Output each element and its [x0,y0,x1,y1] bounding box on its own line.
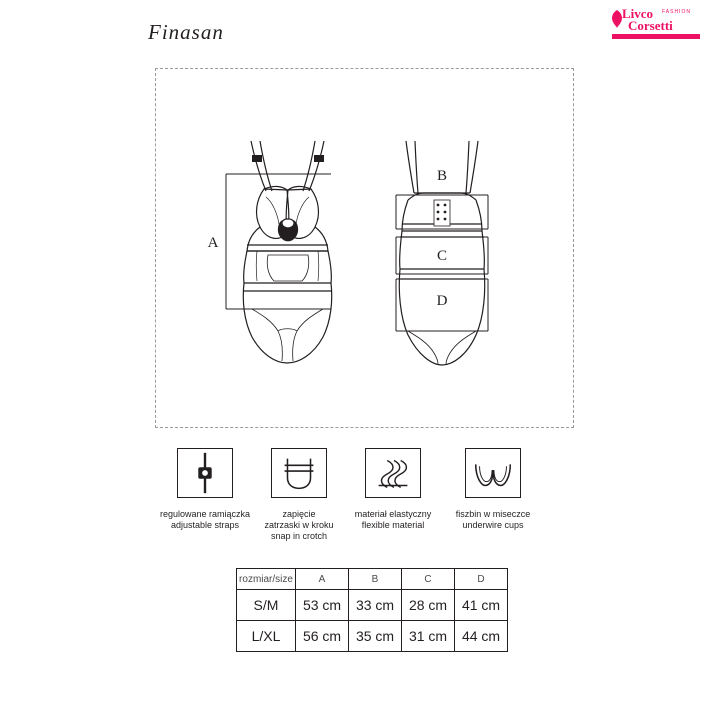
measure-letter-b [433,166,451,184]
table-header-row [237,569,508,590]
brand-name-line2: Corsetti [628,18,673,33]
feature-caption-line2: flexible material [361,520,425,530]
feature-list [150,448,590,558]
feature-caption [438,509,548,531]
header-cell-c: C [402,569,455,590]
cell-a: 56 cm [296,621,349,652]
icon-box [465,448,521,498]
cell-c: 28 cm [402,590,455,621]
cell-a: 53 cm [296,590,349,621]
icon-box [271,448,327,498]
feature-caption-line2: adjustable straps [170,520,240,530]
cell-c: 31 cm [402,621,455,652]
table-row [237,621,508,652]
measure-letter-c [433,246,451,264]
feature-caption-line2: underwire cups [462,520,524,530]
product-illustration [156,69,575,429]
svg-text:B: B [436,168,448,184]
feature-caption-line2: zatrzaski w kroku [264,520,334,530]
underwire-cups-icon [466,449,520,497]
feature-caption-line3: snap in crotch [270,531,328,541]
measure-letter-d [433,291,451,309]
feature-caption-line1: materiał elastyczny [354,509,432,519]
brand-name-sub: FASHION [662,9,691,15]
header-cell-a: A [296,569,349,590]
svg-text:D: D [436,293,448,309]
header-cell-b: B [349,569,402,590]
brand-mark-icon [610,9,624,29]
snap-crotch-icon [272,449,326,497]
header-cell-size: rozmiar/size [237,569,296,590]
cell-d: 41 cm [455,590,508,621]
brand-name-line1: Livco [622,6,654,21]
cell-b: 33 cm [349,590,402,621]
icon-box [177,448,233,498]
icon-box [365,448,421,498]
feature-caption-line1: fiszbin w miseczce [455,509,531,519]
cell-size: L/XL [237,621,296,652]
cell-b: 35 cm [349,621,402,652]
illustration-frame [155,68,574,428]
feature-underwire-cups [438,448,548,531]
feature-flexible-material [338,448,448,531]
brand-logo [610,8,702,42]
header-cell-d: D [455,569,508,590]
feature-caption-line1: regulowane ramiączka [159,509,251,519]
feature-caption [338,509,448,531]
flexible-material-icon [366,449,420,497]
measure-bracket-a [226,174,331,309]
feature-caption-line1: zapięcie [282,509,316,519]
page-title: Finasan [148,20,224,44]
table-row [237,590,508,621]
size-table [236,568,508,652]
cell-size: S/M [237,590,296,621]
brand-underline [612,34,700,39]
cell-d: 44 cm [455,621,508,652]
adjustable-straps-icon [178,449,232,497]
label-a: A [207,235,219,251]
svg-text:C: C [436,248,448,264]
